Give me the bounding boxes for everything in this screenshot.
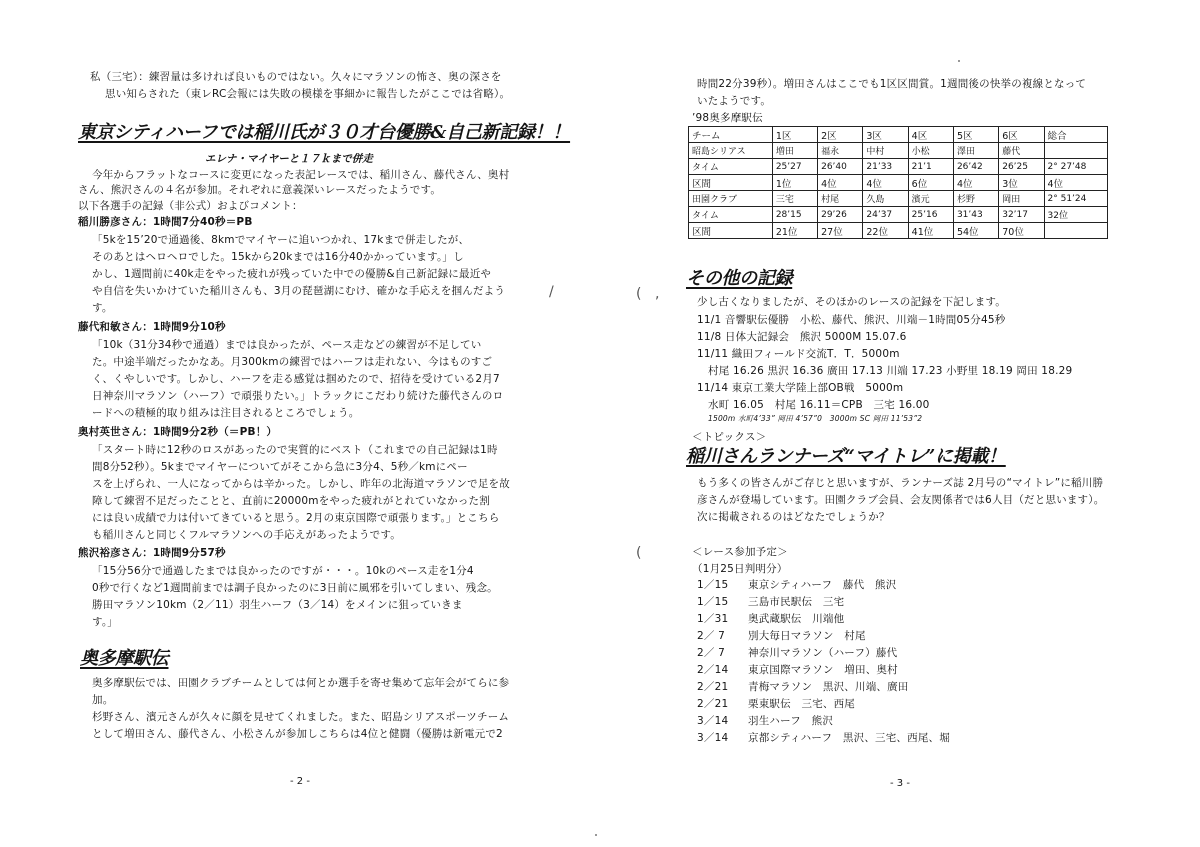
schedule-event: 神奈川マラソン（ハーフ）藤代 (748, 647, 898, 659)
table-cell: チーム (689, 127, 773, 143)
schedule-event: 青梅マラソン 黒沢、川端、廣田 (748, 681, 909, 693)
headline-city-half: 東京シティハーフでは稲川氏が３０才台優勝&自己新記録！！ (78, 122, 571, 143)
schedule-event: 東京シティハーフ 藤代 熊沢 (748, 579, 897, 591)
runner-comment-line: 「15分56分で通過したまでは良かったのですが・・・。10kのペース走を1分4 (92, 565, 474, 577)
table-cell: 5区 (953, 127, 998, 143)
paragraph-line: もう多くの皆さんがご存じと思いますが、ランナーズ誌 2月号の“マイトレ”に稲川勝 (697, 477, 1104, 489)
table-header-row (689, 127, 1108, 143)
schedule-event: 羽生ハーフ 熊沢 (748, 715, 834, 727)
table-cell: 区間 (689, 223, 773, 239)
table-cell: 1位 (772, 175, 817, 191)
table-cell: タイム (689, 159, 773, 175)
table-cell: 福永 (818, 143, 863, 159)
table-row (689, 143, 1108, 159)
schedule-label: ＜レース参加予定＞ (692, 546, 788, 558)
table-cell: 濱元 (908, 191, 953, 207)
topics-label: ＜トピックス＞ (692, 431, 767, 443)
page-number: - 2 - (290, 776, 310, 787)
paragraph-line: 彦さんが登場しています。田園クラブ会員、会友関係者では6人目（だと思います）。 (697, 494, 1105, 506)
table-cell: 昭島シリアス (689, 143, 773, 159)
runner-header: 奥村英世さん：1時間9分2秒（＝PB！） (78, 426, 278, 438)
paragraph-line: さん、熊沢さんの４名が参加。それぞれに意義深いレースだったようです。 (78, 184, 442, 196)
intro-line: 思い知らされた（東レRC会報には失敗の模様を事細かに報告したがここでは省略）。 (105, 88, 511, 100)
runner-header: 藤代和敏さん：1時間9分10秒 (78, 321, 226, 333)
record-line: 村尾 16.26 黒沢 16.36 廣田 17.13 川端 17.23 小野里 18.19 岡田 18.29 (708, 365, 1073, 377)
table-cell: 3位 (999, 175, 1044, 191)
page-number: - 3 - (890, 778, 910, 789)
scan-mark: / (549, 284, 554, 300)
schedule-date: 2／ 7 (697, 647, 725, 659)
table-cell: タイム (689, 207, 773, 223)
schedule-date: 2／ 7 (697, 630, 725, 642)
table-cell: 25’16 (908, 207, 953, 223)
table-cell: 6区 (999, 127, 1044, 143)
schedule-event: 京都シティハーフ 黒沢、三宅、西尾、堀 (748, 732, 950, 744)
schedule-date: 2／21 (697, 698, 729, 710)
intro-line: 私（三宅）：練習量は多ければ良いものではない。久々にマラソンの怖さ、奥の深さを (90, 71, 502, 83)
runner-comment-line: 間8分52秒）。5kまでマイヤーについてがそこから急に3分4、5秒／kmにペー (92, 461, 468, 473)
table-cell: 藤代 (999, 143, 1044, 159)
runner-header: 熊沢裕彦さん：1時間9分57秒 (78, 547, 226, 559)
table-cell: 21位 (772, 223, 817, 239)
table-cell: 3区 (863, 127, 908, 143)
table-caption: ’98奥多摩駅伝 (692, 112, 763, 124)
paragraph-line: 加。 (92, 694, 114, 706)
paragraph-line: 時間22分39秒）。増田さんはここでも1区区間賞。1週間後の快挙の複線となって (697, 78, 1087, 90)
paragraph-line: 今年からフラットなコースに変更になった表記レースでは、稲川さん、藤代さん、奥村 (92, 169, 510, 181)
table-cell: 25’27 (772, 159, 817, 175)
table-row (689, 223, 1108, 239)
table-cell: 村尾 (818, 191, 863, 207)
paragraph-line: 以下各選手の記録（非公式）およびコメント： (78, 200, 303, 212)
scan-mark: , (655, 286, 660, 302)
schedule-event: 三島市民駅伝 三宅 (748, 596, 845, 608)
table-cell: 小松 (908, 143, 953, 159)
table-row (689, 175, 1108, 191)
table-cell: 32’17 (999, 207, 1044, 223)
schedule-event: 奥武蔵駅伝 川端他 (748, 613, 845, 625)
table-row (689, 159, 1108, 175)
runner-comment-line: かし、1週間前に40k走をやった疲れが残っていた中での優勝&自己新記録に最近や (92, 268, 492, 280)
runner-comment-line: スを上げられ、一人になってからは辛かった。しかし、昨年の北海道マラソンで足を故 (92, 478, 510, 490)
table-cell: 22位 (863, 223, 908, 239)
schedule-date: 1／31 (697, 613, 729, 625)
schedule-date: 2／21 (697, 681, 729, 693)
table-cell: 31’43 (953, 207, 998, 223)
table-cell: 21’33 (863, 159, 908, 175)
scan-speck (595, 834, 597, 836)
record-line: 水町 16.05 村尾 16.11＝CPB 三宅 16.00 (708, 399, 930, 411)
record-line: 11/11 織田フィールド交流T．T．5000m (697, 348, 900, 360)
schedule-date: 3／14 (697, 715, 729, 727)
table-cell: 26’25 (999, 159, 1044, 175)
record-line: 11/8 日体大記録会 熊沢 5000M 15.07.6 (697, 331, 907, 343)
table-cell: 6位 (908, 175, 953, 191)
runner-comment-line: も稲川さんと同じくフルマラソンへの手応えがあったようです。 (92, 529, 401, 541)
table-cell: 岡田 (999, 191, 1044, 207)
table-cell: 4位 (863, 175, 908, 191)
table-row (689, 207, 1108, 223)
table-cell: 久島 (863, 191, 908, 207)
table-cell: 26’40 (818, 159, 863, 175)
schedule-date: 3／14 (697, 732, 729, 744)
runner-comment-line: 勝田マラソン10km（2／11）羽生ハーフ（3／14）をメインに狙っていきま (92, 599, 463, 611)
table-cell: 4区 (908, 127, 953, 143)
runner-comment-line: 「5kを15’20で通過後、8kmでマイヤーに追いつかれ、17kまで併走したが、 (92, 234, 470, 246)
paragraph-line: 少し古くなりましたが、そのほかのレースの記録を下記します。 (697, 296, 1006, 308)
table-cell: 田園クラブ (689, 191, 773, 207)
table-cell: 1区 (772, 127, 817, 143)
runner-comment-line: 日神奈川マラソン（ハーフ）で頑張りたい。」トラックにこだわり続けた藤代さんのロ (92, 390, 504, 402)
table-cell: 54位 (953, 223, 998, 239)
schedule-event: 東京国際マラソン 増田、奥村 (748, 664, 898, 676)
table-cell: 24’37 (863, 207, 908, 223)
table-cell: 26’42 (953, 159, 998, 175)
headline-other-records: その他の記録 (686, 268, 793, 289)
table-cell: 29’26 (818, 207, 863, 223)
table-cell: 2° 27’48 (1044, 159, 1107, 175)
table-cell: 三宅 (772, 191, 817, 207)
runner-comment-line: す。」 (92, 616, 119, 628)
headline-okutama: 奥多摩駅伝 (80, 648, 169, 669)
table-cell: 4位 (953, 175, 998, 191)
schedule-event: 別大毎日マラソン 村尾 (748, 630, 866, 642)
scan-mark: ( (636, 286, 642, 302)
runner-comment-line: 0秒で行くなど1週間前までは調子良かったのに3日前に風邪を引いてしまい、残念。 (92, 582, 498, 594)
paragraph-line: 次に掲載されるのはどなたでしょうか？ (697, 511, 890, 523)
schedule-date: 1／15 (697, 596, 729, 608)
paragraph-line: として増田さん、藤代さん、小松さんが参加しこちらは4位と健闘（優勝は新電元で2 (92, 728, 503, 740)
table-cell: 杉野 (953, 191, 998, 207)
table-cell: 70位 (999, 223, 1044, 239)
ekiden-table (688, 126, 1108, 239)
schedule-note: （1月25日判明分） (692, 563, 788, 575)
table-cell: 2区 (818, 127, 863, 143)
schedule-event: 栗東駅伝 三宅、西尾 (748, 698, 855, 710)
runner-comment-line: そのあとはヘロヘロでした。15kから20kまでは16分40かかっています。」し (92, 251, 464, 263)
table-cell: 27位 (818, 223, 863, 239)
runner-comment-line: 障して練習不足だったことと、直前に20000mをやった疲れがとれていなかった割 (92, 495, 490, 507)
table-cell: 総合 (1044, 127, 1107, 143)
scan-mark: ( (636, 545, 642, 561)
paragraph-line: いたようです。 (697, 95, 772, 107)
runner-comment-line: ードへの積極的取り組みは注目されるところでしょう。 (92, 407, 360, 419)
table-cell: 澤田 (953, 143, 998, 159)
schedule-date: 1／15 (697, 579, 729, 591)
runner-comment-line: 「10k（31分34秒で通過）までは良かったが、ペース走などの練習が不足してい (92, 339, 482, 351)
runner-comment-line: た。中途半端だったかなあ。月300kmの練習ではハーフは走れない、今はものすご (92, 356, 493, 368)
handwritten-note: 1500m 水町4’33” 岡田 4’57”0 3000m SC 岡田 11’53”2 (708, 414, 923, 423)
table-cell: 中村 (863, 143, 908, 159)
headline-mytore: 稲川さんランナーズ“マイトレ”に掲載！ (686, 446, 1006, 467)
paragraph-line: 奥多摩駅伝では、田園クラブチームとしては何とか選手を寄せ集めて忘年会がてらに参 (92, 677, 510, 689)
schedule-date: 2／14 (697, 664, 729, 676)
record-line: 11/1 音響駅伝優勝 小松、藤代、熊沢、川端－1時間05分45秒 (697, 314, 1006, 326)
table-cell: 増田 (772, 143, 817, 159)
runner-comment-line: く、くやしいです。しかし、ハーフを走る感覚は掴めたので、招待を受けている2月7 (92, 373, 500, 385)
runner-header: 稲川勝彦さん：1時間7分40秒＝PB (78, 216, 253, 228)
table-cell: 区間 (689, 175, 773, 191)
table-cell (1044, 223, 1107, 239)
runner-comment-line: には良い成績で力は付いてきていると思う。2月の東京国際で頑張ります。」とこちら (92, 512, 500, 524)
table-cell: 21’1 (908, 159, 953, 175)
subheadline-city-half: エレナ・マイヤーと１７ｋまで併走 (205, 153, 373, 165)
table-cell: 32位 (1044, 207, 1107, 223)
table-row (689, 191, 1108, 207)
table-cell (1044, 143, 1107, 159)
table-cell: 2° 51’24 (1044, 191, 1107, 207)
runner-comment-line: 「スタート時に12秒のロスがあったので実質的にベスト（これまでの自己記録は1時 (92, 444, 498, 456)
paragraph-line: 杉野さん、濱元さんが久々に顔を見せてくれました。また、昭島シリアスポーツチーム (92, 711, 510, 723)
table-cell: 4位 (1044, 175, 1107, 191)
table-cell: 28’15 (772, 207, 817, 223)
runner-comment-line: や自信を失いかけていた稲川さんも、3月の琵琶湖にむけ、確かな手応えを掴んだよう (92, 285, 506, 297)
page-right (600, 0, 1200, 847)
table-cell: 4位 (818, 175, 863, 191)
runner-comment-line: す。 (92, 302, 113, 314)
record-line: 11/14 東京工業大学陸上部OB戦 5000m (697, 382, 904, 394)
table-cell: 41位 (908, 223, 953, 239)
